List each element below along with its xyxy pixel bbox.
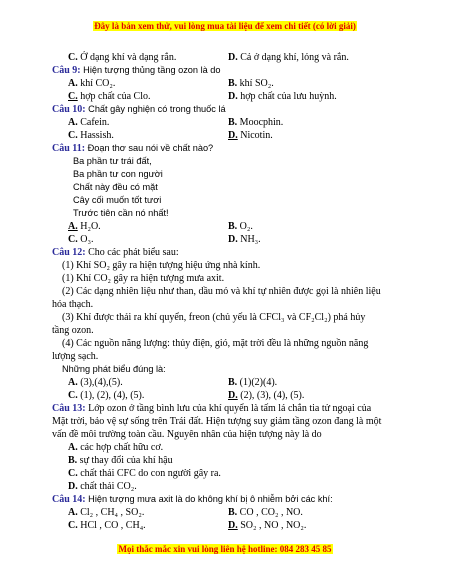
statement: (1) Khí SO₂ gây ra hiện tượng hiệu ứng nhà kính. bbox=[62, 260, 261, 271]
option-b: B. khí SO₂. bbox=[228, 78, 274, 89]
option-d: D. Cả ở dạng khí, lỏng và rắn. bbox=[228, 52, 349, 63]
question-prompt: Những phát biểu đúng là: bbox=[62, 364, 166, 374]
poem-line: Cây cối muốn tốt tươi bbox=[73, 195, 162, 205]
question-text-continued: Mặt trời, bảo vệ sự sống trên Trái đất. Hiện tượng suy giảm tầng ozon đang là một bbox=[52, 416, 382, 427]
question-11 bbox=[52, 142, 402, 155]
question-label: Câu 10: bbox=[52, 104, 86, 115]
question-text: Đoạn thơ sau nói về chất nào? bbox=[85, 143, 214, 153]
question-text: Hiện tượng thủng tầng ozon là do bbox=[80, 65, 221, 75]
question-10 bbox=[52, 103, 402, 116]
option-b: B. sự thay đổi của khí hậu bbox=[68, 455, 173, 466]
question-12 bbox=[52, 246, 402, 259]
question-14 bbox=[52, 493, 402, 506]
preview-banner-text: Đây là bản xem thử, vui lòng mua tài liệu để xem chi tiết (có lời giải) bbox=[94, 21, 356, 31]
statement-continued: lượng sạch. bbox=[52, 351, 99, 362]
question-text: Chất gây nghiện có trong thuốc lá bbox=[85, 104, 226, 114]
option-row bbox=[52, 77, 402, 90]
option-a: A. H₂O. bbox=[68, 221, 101, 232]
poem-line: Ba phần tư trái đất, bbox=[73, 156, 152, 166]
option-row bbox=[52, 129, 402, 142]
poem-line: Chất này đều có mặt bbox=[73, 182, 158, 192]
option-c: C. HCl , CO , CH₄. bbox=[68, 520, 146, 531]
question-label: Câu 13: bbox=[52, 403, 86, 414]
statement: (1) Khí CO₂ gây ra hiện tượng mưa axit. bbox=[62, 273, 225, 284]
poem-line: Ba phần tư con người bbox=[73, 169, 163, 179]
option-d: D. (2), (3), (4), (5). bbox=[228, 390, 305, 401]
option-c: C. O₃. bbox=[68, 234, 94, 245]
question-label: Câu 14: bbox=[52, 494, 86, 505]
option-b: B. Moocphin. bbox=[228, 117, 284, 128]
option-row bbox=[52, 51, 402, 64]
option-b: B. CO , CO₂ , NO. bbox=[228, 507, 303, 518]
question-9 bbox=[52, 64, 402, 77]
question-label: Câu 11: bbox=[52, 143, 86, 154]
question-text-continued: vấn đề môi trường toàn cầu. Nguyên nhân của hiện tượng này là do bbox=[52, 429, 322, 440]
hotline-banner-text: Mọi thắc mắc xin vui lòng liên hệ hotline: 084 283 45 85 bbox=[118, 544, 332, 554]
option-a: A. các hợp chất hữu cơ. bbox=[68, 442, 164, 453]
option-d: D. NH₃. bbox=[228, 234, 261, 245]
option-c: C. Hassish. bbox=[68, 130, 114, 141]
statement: (3) Khí được thải ra khí quyển, freon (chủ yếu là CFCl₃ và CF₂Cl₂) phá hủy bbox=[62, 312, 366, 323]
question-13 bbox=[52, 402, 402, 415]
option-d: D. hợp chất của lưu huỳnh. bbox=[228, 91, 337, 102]
option-a: A. khí CO₂. bbox=[68, 78, 116, 89]
document-body bbox=[52, 51, 402, 532]
question-label: Câu 12: bbox=[52, 247, 86, 258]
option-row bbox=[52, 233, 402, 246]
statement: (4) Các nguồn năng lượng: thủy điện, gió, mặt trời đều là những nguồn năng bbox=[62, 338, 369, 349]
poem-line: Trước tiên cần nó nhất! bbox=[73, 208, 169, 218]
option-d: D. Nicotin. bbox=[228, 130, 273, 141]
question-text: Lớp ozon ở tầng bình lưu của khí quyển là tấm lá chắn tia tử ngoại của bbox=[85, 403, 372, 414]
statement-continued: hóa thạch. bbox=[52, 299, 94, 310]
option-c: C. hợp chất của Clo. bbox=[68, 91, 151, 102]
option-c: C. Ở dạng khí và dạng rắn. bbox=[68, 52, 177, 63]
option-row bbox=[52, 220, 402, 233]
option-row bbox=[52, 506, 402, 519]
option-d: D. SO₂ , NO , NO₂. bbox=[228, 520, 307, 531]
option-row bbox=[52, 519, 402, 532]
option-b: B. O₂. bbox=[228, 221, 253, 232]
option-b: B. (1)(2)(4). bbox=[228, 377, 278, 388]
option-row bbox=[52, 116, 402, 129]
option-row bbox=[52, 90, 402, 103]
statement-continued: tầng ozon. bbox=[52, 325, 94, 336]
option-a: A. Cl₂ , CH₄ , SO₂. bbox=[68, 507, 145, 518]
option-a: A. Cafein. bbox=[68, 117, 110, 128]
option-row bbox=[52, 376, 402, 389]
option-a: A. (3),(4),(5). bbox=[68, 377, 123, 388]
question-text: Hiện tượng mưa axit là do không khí bị ô nhiễm bởi các khí: bbox=[85, 494, 333, 504]
statement: (2) Các dạng nhiên liệu như than, dầu mỏ và khí tự nhiên được gọi là nhiên liệu bbox=[62, 286, 381, 297]
option-d: D. chất thải CO₂. bbox=[68, 481, 137, 492]
preview-banner bbox=[0, 21, 450, 31]
option-c: C. chất thải CFC do con người gây ra. bbox=[68, 468, 221, 479]
option-row bbox=[52, 389, 402, 402]
hotline-banner bbox=[0, 544, 450, 554]
question-label: Câu 9: bbox=[52, 65, 81, 76]
question-text: Cho các phát biểu sau: bbox=[85, 247, 179, 258]
option-c: C. (1), (2), (4), (5). bbox=[68, 390, 145, 401]
